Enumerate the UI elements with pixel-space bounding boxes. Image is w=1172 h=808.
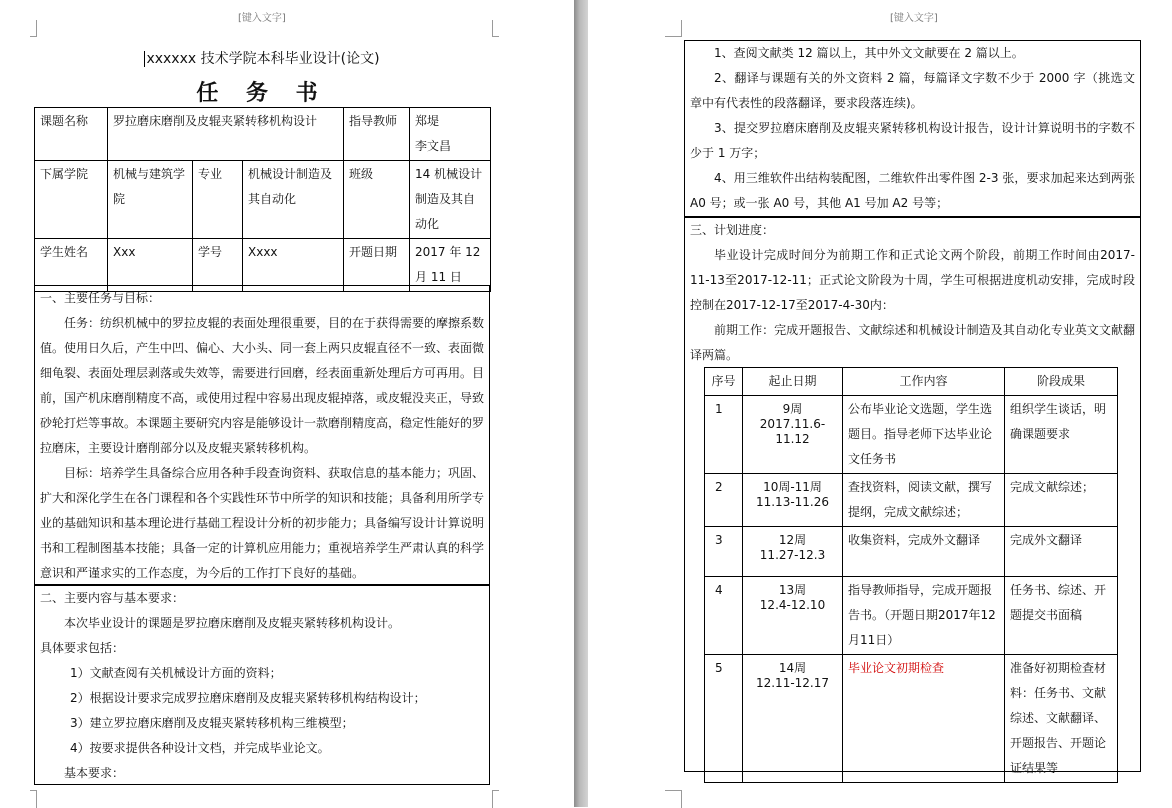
- intro-paragraph: 本次毕业设计的课题是罗拉磨床磨削及皮辊夹紧转移机构设计。: [64, 616, 401, 630]
- row-no: 5: [705, 655, 743, 783]
- college-value: 机械与建筑学院: [108, 161, 193, 239]
- major-label: 专业: [193, 161, 243, 239]
- requirement-item: 1、查阅文献类 12 篇以上，其中外文文献要在 2 篇以上。: [714, 46, 1024, 60]
- row-dates: 14周 12.11-12.17: [743, 655, 843, 783]
- col-header-result: 阶段成果: [1005, 368, 1118, 396]
- row-dates: 13周 12.4-12.10: [743, 577, 843, 655]
- college-label: 下属学院: [35, 161, 108, 239]
- crop-mark: [30, 790, 37, 808]
- header-placeholder[interactable]: [键入文字]: [890, 13, 938, 24]
- list-item: 3）建立罗拉磨床磨削及皮辊夹紧转移机构三维模型；: [70, 716, 354, 730]
- list-item: 4）按要求提供各种设计文档，并完成毕业论文。: [70, 741, 330, 755]
- crop-mark: [492, 20, 499, 37]
- document-subtitle: 任 务 书: [196, 80, 328, 106]
- task-paragraph: 任务：纺织机械中的罗拉皮辊的表面处理很重要，目的在于获得需要的摩擦系数值。使用日久后，产生中凹、偏心、大小头、同一套上两只皮辊直径不一致、表面微细龟裂、表面处理层剥落或失效等，需要进行回磨，经表面重新处理后方可再用。目前，国产机床磨削精度不高，或使用过程中容易出现皮辊掉落，或皮辊没夹正，导致砂轮打烂等事故。本课题主要研究内容是能够设计一款磨削精度高，稳定性能好的罗拉磨床，主要设计磨削部分以及皮辊夹紧转移机构。: [40, 316, 485, 455]
- page-gutter: [574, 0, 588, 807]
- goal-paragraph: 目标：培养学生具备综合应用各种手段查询资料、获取信息的基本能力；巩固、扩大和深化学生在各门课程和各个实践性环节中所学的知识和技能；具备利用所学专业的基础知识和基本理论进行基础工程设计分析的初步能力；具备编写设计计算说明书和工程制图基本技能；具备一定的计算机应用能力；重视培养学生严肃认真的科学意识和严谨求实的工作态度，为今后的工作打下良好的基础。: [40, 466, 485, 580]
- row-content: 查找资料，阅读文献，撰写提纲，完成文献综述；: [843, 474, 1005, 527]
- table-row: [705, 577, 1118, 655]
- col-header-no: 序号: [705, 368, 743, 396]
- crop-mark: [30, 20, 37, 37]
- topic-value: 罗拉磨床磨削及皮辊夹紧转移机构设计: [108, 108, 344, 161]
- section-content-requirements: [34, 585, 490, 785]
- list-item: 2）根据设计要求完成罗拉磨床磨削及皮辊夹紧转移机构结构设计；: [70, 691, 426, 705]
- schedule-table: [704, 367, 1118, 783]
- requirements-box: [684, 40, 1141, 217]
- row-dates: 12周 11.27-12.3: [743, 527, 843, 577]
- row-no: 1: [705, 396, 743, 474]
- row-result: 准备好初期检查材料：任务书、文献综述、文献翻译、开题报告、开题论证结果等: [1005, 655, 1118, 783]
- topic-label: 课题名称: [35, 108, 108, 161]
- row-content: 公布毕业论文选题，学生选题目。指导老师下达毕业论文任务书: [843, 396, 1005, 474]
- row-result: 完成文献综述；: [1005, 474, 1118, 527]
- row-result: 任务书、综述、开题提交书面稿: [1005, 577, 1118, 655]
- open-date-label: 开题日期: [344, 239, 410, 292]
- section-heading: 二、主要内容与基本要求：: [40, 591, 185, 605]
- crop-mark: [665, 20, 682, 37]
- table-row: [705, 474, 1118, 527]
- list-item: 1）文献查阅有关机械设计方面的资料；: [70, 666, 282, 680]
- specific-label: 具体要求包括：: [40, 641, 125, 655]
- plan-paragraph: 前期工作：完成开题报告、文献综述和机械设计制造及其自动化专业英文文献翻译两篇。: [690, 323, 1135, 362]
- project-info-table: [34, 107, 491, 292]
- document-title[interactable]: xxxxxx 技术学院本科毕业设计(论文): [146, 51, 380, 67]
- requirement-item: 2、翻译与课题有关的外文资料 2 篇，每篇译文字数不少于 2000 字（挑选文章中有代表性的段落翻译，要求段落连续)。: [690, 71, 1135, 110]
- open-date-value: 2017 年 12 月 11 日: [410, 239, 491, 292]
- row-no: 3: [705, 527, 743, 577]
- row-result: 完成外文翻译: [1005, 527, 1118, 577]
- section-heading: 一、主要任务与目标：: [40, 291, 161, 305]
- class-label: 班级: [344, 161, 410, 239]
- section-tasks-goals: [34, 285, 490, 585]
- table-row: [705, 655, 1118, 783]
- plan-paragraph: 毕业设计完成时间分为前期工作和正式论文两个阶段，前期工作时间由2017-11-13至2017-12-11；正式论文阶段为十周，学生可根据进度机动安排，完成时段控制在2017-12-17至2017-4-30内：: [690, 248, 1135, 312]
- row-dates: 10周-11周 11.13-11.26: [743, 474, 843, 527]
- basic-label: 基本要求：: [64, 766, 125, 780]
- row-content-highlight: 毕业论文初期检查: [843, 655, 1005, 783]
- id-value: Xxxx: [243, 239, 344, 292]
- crop-mark: [492, 790, 499, 808]
- crop-mark: [665, 790, 682, 808]
- section-heading: 三、计划进度：: [690, 223, 775, 237]
- row-dates: 9周 2017.11.6-11.12: [743, 396, 843, 474]
- advisor-value: 郑堤 李文昌: [410, 108, 491, 161]
- requirement-item: 4、用三维软件出结构装配图，二维软件出零件图 2-3 张，要求加起来达到两张 A0 号；或一张 A0 号，其他 A1 号加 A2 号等；: [690, 171, 1135, 210]
- col-header-content: 工作内容: [843, 368, 1005, 396]
- major-value: 机械设计制造及其自动化: [243, 161, 344, 239]
- student-label: 学生姓名: [35, 239, 108, 292]
- table-row: [705, 527, 1118, 577]
- id-label: 学号: [193, 239, 243, 292]
- row-no: 2: [705, 474, 743, 527]
- table-row: [705, 396, 1118, 474]
- student-value: Xxx: [108, 239, 193, 292]
- row-no: 4: [705, 577, 743, 655]
- col-header-dates: 起止日期: [743, 368, 843, 396]
- header-placeholder[interactable]: [键入文字]: [238, 13, 286, 24]
- advisor-label: 指导教师: [344, 108, 410, 161]
- row-content: 指导教师指导，完成开题报告书。（开题日期2017年12月11日）: [843, 577, 1005, 655]
- requirement-item: 3、提交罗拉磨床磨削及皮辊夹紧转移机构设计报告，设计计算说明书的字数不少于 1 万字；: [690, 121, 1135, 160]
- row-content: 收集资料，完成外文翻译: [843, 527, 1005, 577]
- row-result: 组织学生谈话，明确课题要求: [1005, 396, 1118, 474]
- class-value: 14 机械设计制造及其自动化: [410, 161, 491, 239]
